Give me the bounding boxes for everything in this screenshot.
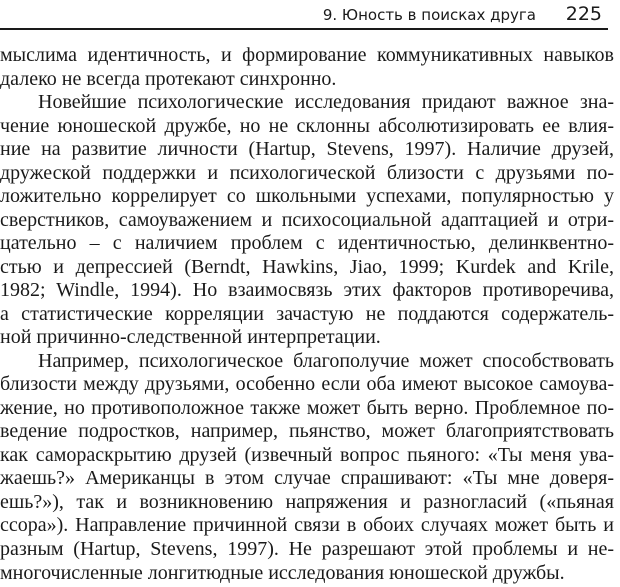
text-line: жаешь?» Американцы в этом случае спрашивают: «Ты мне доверя-	[0, 467, 614, 490]
chapter-title: 9. Юность в поисках друга	[322, 6, 536, 24]
text-line: близости между друзьями, особенно если оба имеют высокое самоува-	[0, 373, 614, 396]
text-line: ссора»). Направление причинной связи в обоих случаях может быть и	[0, 514, 614, 537]
text-line: как самораскрытию друзей (извечный вопрос пьяного: «Ты меня ува-	[0, 443, 614, 466]
text-line: ние на развитие личности (Hartup, Stevens, 1997). Наличие друзей,	[0, 138, 614, 161]
running-header	[0, 0, 608, 30]
text-line: чение юношеской дружбе, но не склонны абсолютизировать ее влия-	[0, 114, 614, 137]
text-line: жение, но противоположное также может быть верно. Проблемное по-	[0, 396, 614, 419]
text-line: а статистические корреляции зачастую не поддаются содержатель-	[0, 302, 614, 325]
text-line: ешь?»), так и возникновению напряжения и разногласий («пьяная	[0, 490, 614, 513]
page-number: 225	[565, 3, 602, 25]
text-line: цательно – с наличием проблем с идентичностью, делинквентно-	[0, 232, 614, 255]
text-line: дружеской поддержки и психологической близости с друзьями по-	[0, 161, 614, 184]
text-line: мыслима идентичность, и формирование коммуникативных навыков	[0, 44, 614, 66]
text-line: Например, психологическое благополучие может способствовать	[38, 349, 614, 372]
text-line: 1982; Windle, 1994). Но взаимосвязь этих факторов противоречива,	[0, 279, 614, 302]
text-line: ной причинно-следственной интерпретации.	[0, 326, 381, 349]
text-line: Новейшие психологические исследования придают важное зна-	[38, 91, 614, 113]
text-line: ведение подростков, например, пьянство, может благоприятствовать	[0, 420, 614, 443]
text-line: стью и депрессией (Berndt, Hawkins, Jiao, 1999; Kurdek and Krile,	[0, 255, 614, 278]
text-line: разным (Hartup, Stevens, 1997). Не разрешают этой проблемы и не-	[0, 538, 614, 560]
text-line: сверстников, самоуважением и психосоциальной адаптацией и отри-	[0, 208, 614, 231]
text-line: далеко не всегда протекают синхронно.	[0, 67, 337, 90]
text-line: ложительно коррелирует со школьными успехами, популярностью у	[0, 185, 614, 208]
text-line: многочисленные лонгитюдные исследования юношеской дружбы.	[0, 561, 565, 584]
